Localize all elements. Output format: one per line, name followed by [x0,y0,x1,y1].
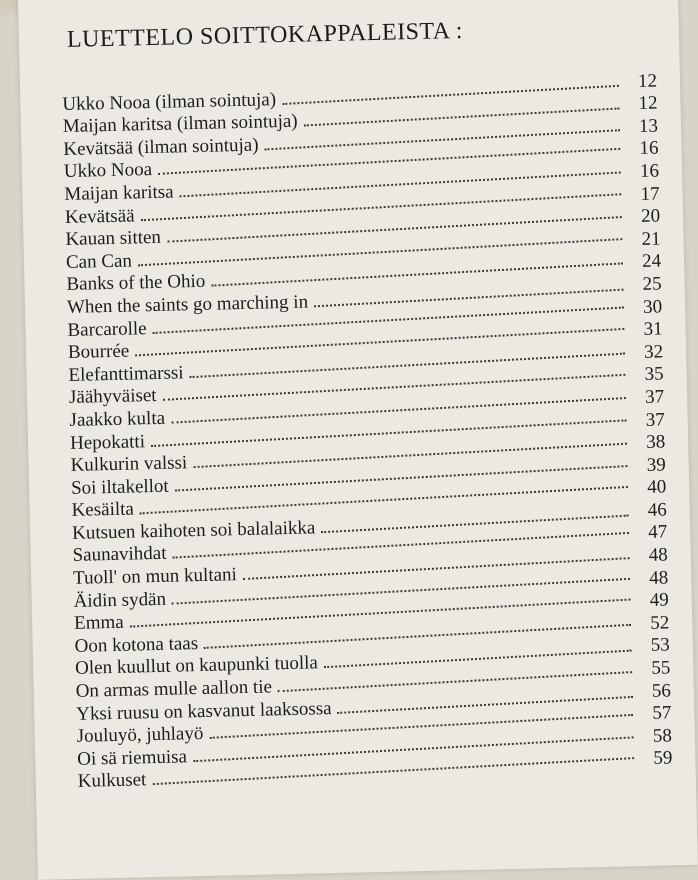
toc-entry-title: Bourrée [67,340,130,364]
toc-entry-title: Tuoll' on mun kultani [72,564,238,589]
toc-entry-title: Olen kuullut on kaupunki tuolla [74,652,319,680]
toc-entry-page-number: 31 [643,318,663,341]
toc-entry-title: Maijan karitsa [64,181,174,205]
toc-entry-page-number: 21 [641,228,661,250]
toc-entry-title: Emma [73,612,124,635]
toc-entry-page-number: 55 [651,657,671,679]
toc-entry-title: Yksi ruusu on kasvanut laaksossa [75,697,332,725]
toc-entry-page-number: 37 [644,386,665,408]
toc-entry-title: Maijan karitsa (ilman sointuja) [62,110,298,138]
toc-entry-title: Jouluyö, juhlayö [76,723,204,748]
toc-entry-page-number: 20 [640,205,661,228]
toc-entry-page-number: 47 [648,521,668,544]
toc-entry-page-number: 40 [646,476,667,499]
toc-entry-title: Kesäilta [71,498,135,522]
toc-entry-page-number: 13 [638,115,659,137]
toc-entry-title: Äidin sydän [73,588,167,612]
toc-entry-title: When the saints go marching in [66,291,309,318]
toc-entry-title: Hepokatti [69,430,146,454]
toc-entry-page-number: 35 [644,363,664,386]
toc-entry-title: On armas mulle aallon tie [75,676,273,702]
toc-entry-page-number: 48 [648,544,668,566]
toc-entry-page-number: 16 [639,137,659,160]
toc-entry-title: Kevätsää [64,204,135,228]
toc-entry-page-number: 52 [650,612,670,634]
toc-entry-page-number: 46 [647,499,667,521]
toc-entry-title: Kulkurin valssi [70,452,188,477]
toc-entry-title: Jaakko kulta [69,407,166,431]
toc-entry-title: Kulkuset [77,769,147,793]
toc-entry-page-number: 57 [652,702,672,725]
toc-entry-page-number: 30 [642,295,663,318]
toc-entry-page-number: 48 [649,567,669,589]
toc-entry-title: Barcarolle [67,317,147,341]
toc-entry-page-number: 17 [640,183,660,205]
toc-entry-page-number: 25 [642,273,662,295]
toc-entry-page-number: 53 [650,634,671,657]
toc-entry-title: Ukko Nooa (ilman sointuja) [62,88,277,115]
page-title: LUETTELO SOITTOKAPPALEISTA : [66,17,464,53]
toc-entry-page-number: 12 [637,70,658,92]
toc-entry-page-number: 56 [651,679,672,702]
toc-entry-page-number: 59 [653,747,673,770]
toc-entry-title: Oi sä riemuisa [77,746,188,770]
toc-entry-title: Kutsuen kaihoten soi balalaikka [71,517,316,544]
toc-entry-page-number: 24 [641,250,662,273]
toc-entry-title: Can Can [65,250,133,273]
toc-entry-page-number: 32 [643,341,664,363]
toc-entry-title: Jäähyväiset [68,385,157,409]
book-page [18,0,698,880]
toc-entry-title: Oon kotona taas [74,632,199,657]
toc-entry-title: Kauan sitten [65,226,162,251]
toc-entry-page-number: 58 [652,725,673,747]
toc-entry-title: Saunavihdat [72,543,167,567]
toc-entry-title: Elefanttimarssi [68,362,184,386]
toc-entry-title: Ukko Nooa [63,159,153,183]
toc-entry-page-number: 37 [645,408,665,431]
toc-entry-page-number: 12 [638,92,658,115]
toc-entry-page-number: 16 [639,160,660,182]
toc-entry-page-number: 38 [645,431,666,453]
toc-entry-page-number: 49 [649,589,670,612]
toc-entry-title: Banks of the Ohio [66,271,206,296]
table-of-contents [62,70,673,793]
toc-entry-page-number: 39 [646,454,666,476]
toc-entry-title: Kevätsää (ilman sointuja) [63,134,259,160]
toc-entry-title: Soi iltakellot [70,475,169,499]
